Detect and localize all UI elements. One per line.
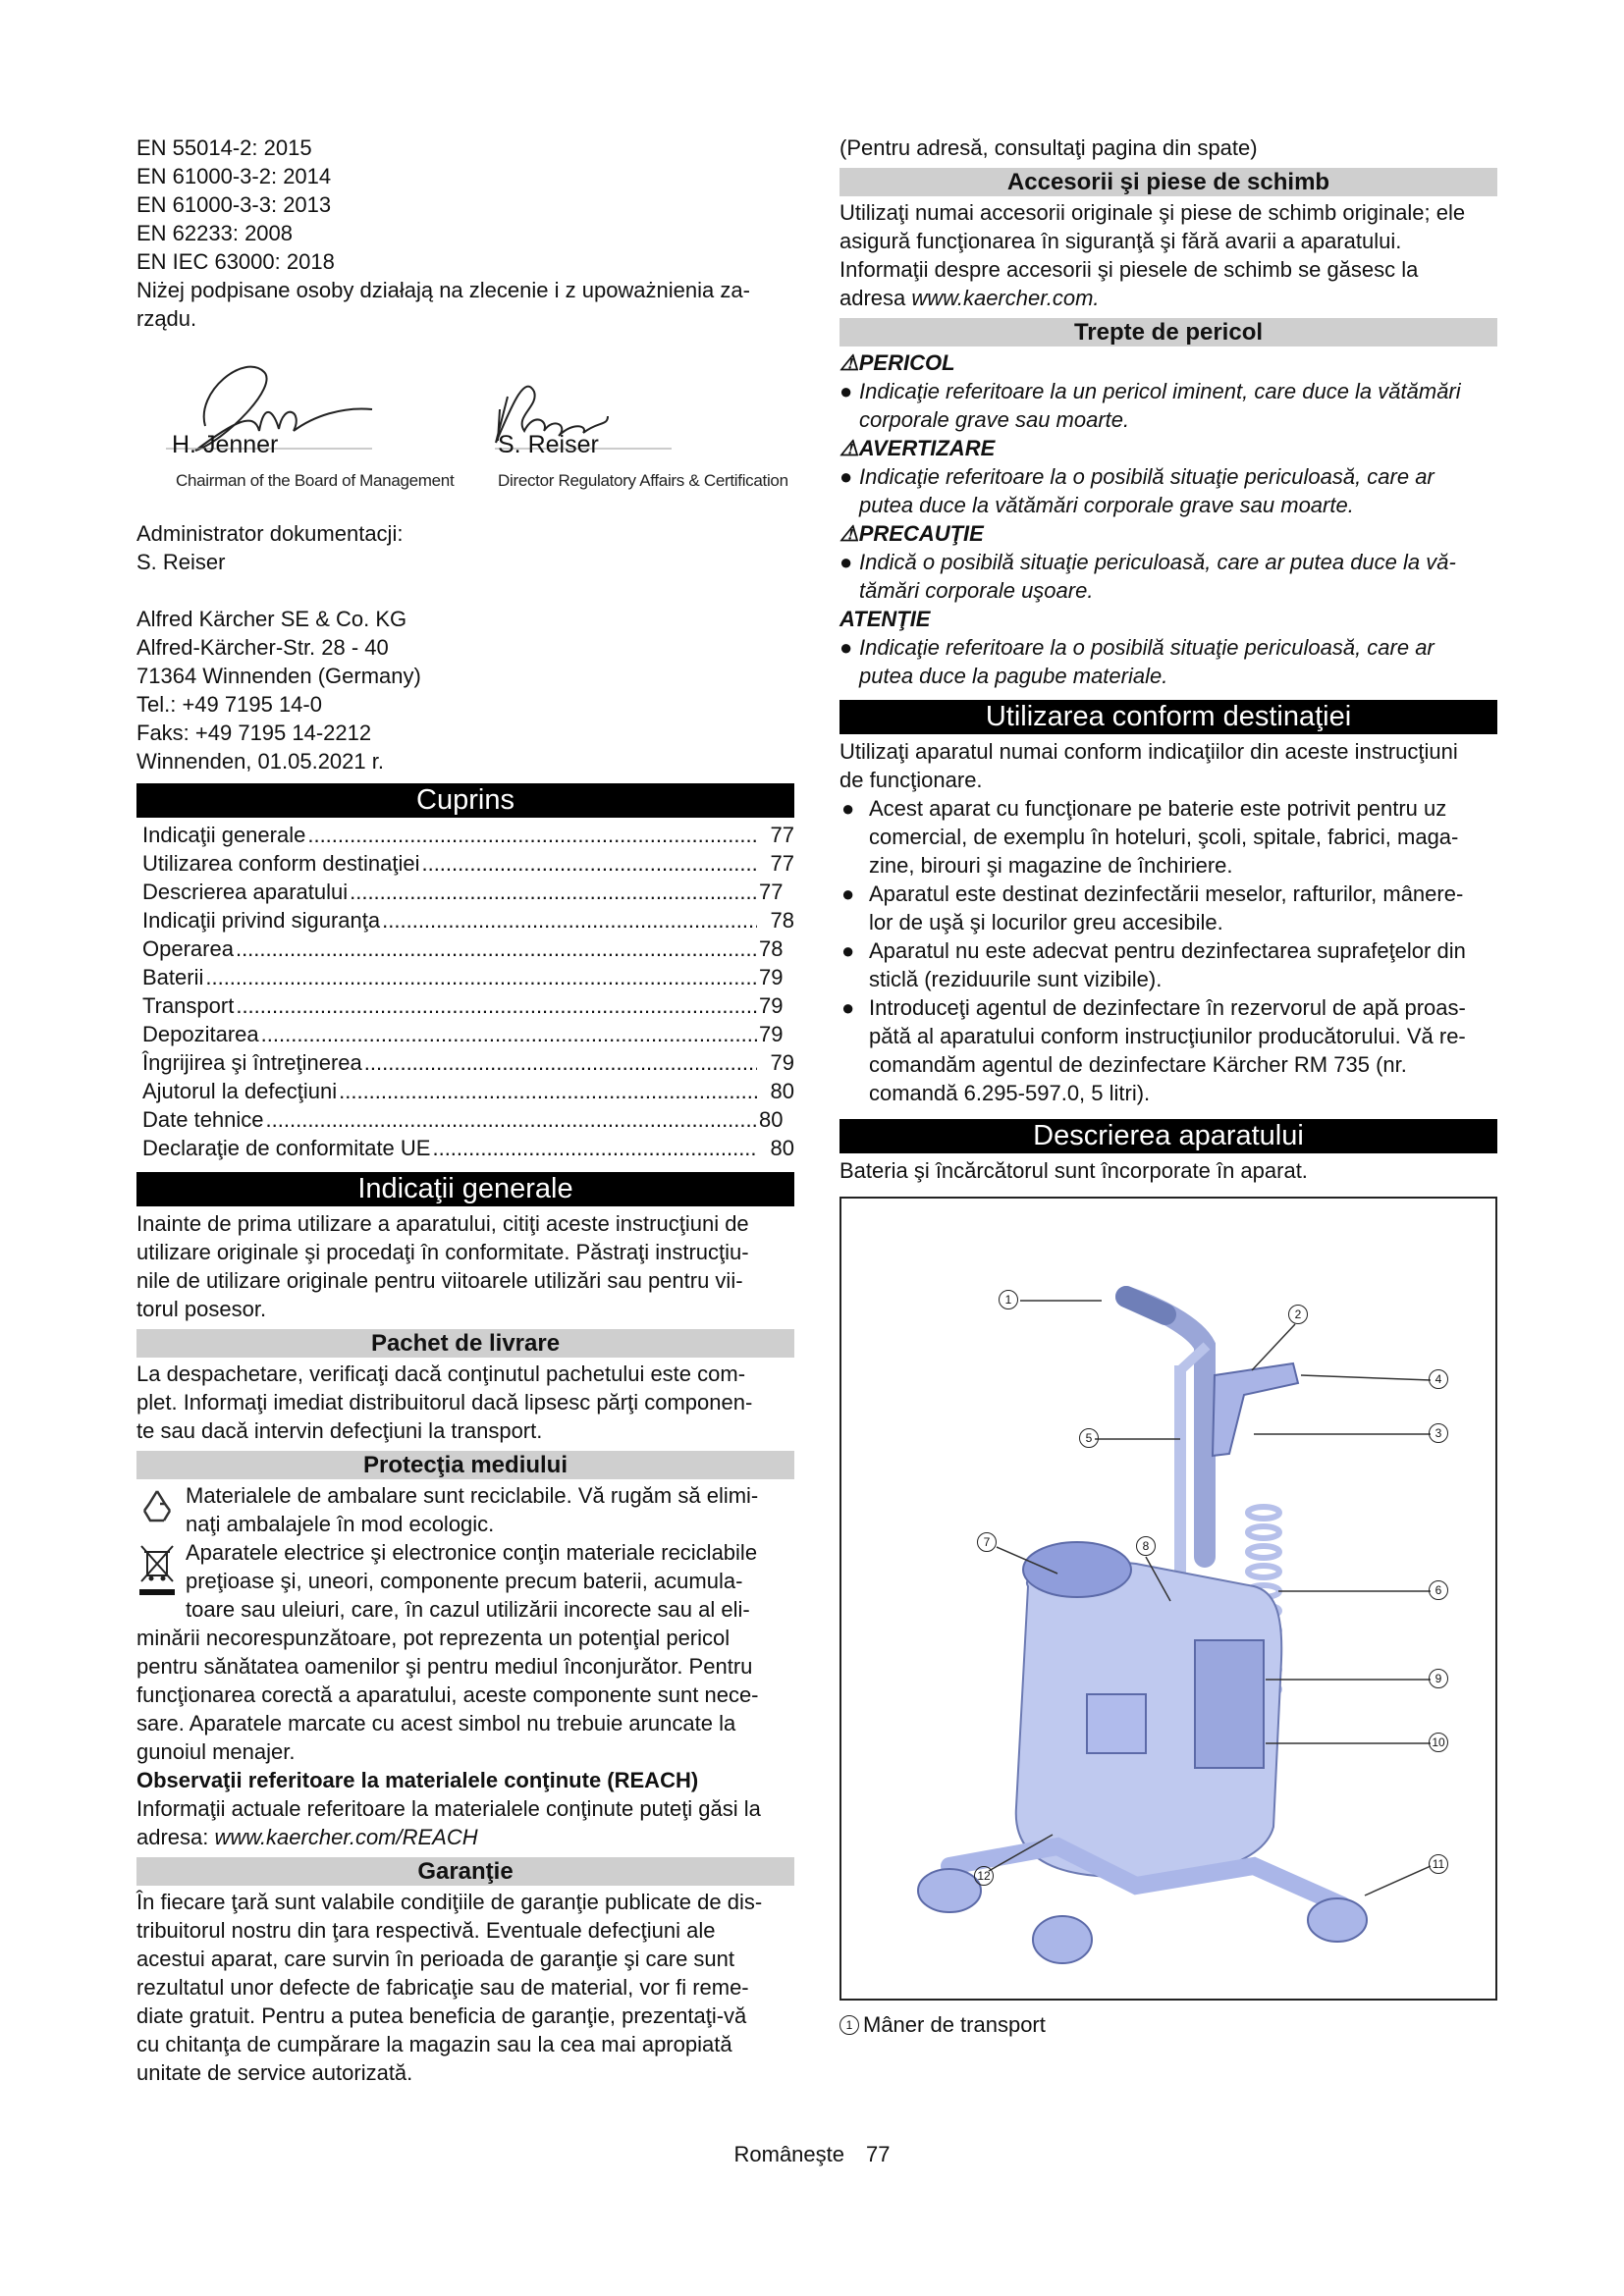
toc-item[interactable] <box>136 849 794 878</box>
standards-list <box>136 133 794 276</box>
toc-item[interactable] <box>136 1020 794 1048</box>
text-line: Acest aparat cu funcţionare pe baterie este potrivit pentru uz <box>869 796 1447 821</box>
text-line: Indicaţie referitoare la o posibilă situaţie periculoasă, care ar <box>859 635 1435 660</box>
text-line: sticlă (reziduurile sunt vizibile). <box>869 967 1163 991</box>
toc-dots <box>364 1048 757 1077</box>
text-line: Informaţii despre accesorii şi piesele de schimb se găsesc la <box>839 257 1419 282</box>
text-line: Winnenden, 01.05.2021 r. <box>136 749 384 774</box>
text-line: plet. Informaţi imediat distribuitorul dacă lipsesc părţi componen- <box>136 1390 753 1415</box>
toc-item[interactable] <box>136 1077 794 1105</box>
caution-text <box>839 548 1497 605</box>
toc-label: Ajutorul la defecţiuni <box>142 1079 338 1103</box>
admin-block <box>136 519 794 576</box>
carry-handle <box>1126 1297 1205 1557</box>
kaercher-link[interactable]: www.kaercher.com. <box>911 286 1100 310</box>
warning-text <box>839 462 1497 519</box>
text-line: putea duce la vătămări corporale grave sau moarte. <box>859 493 1354 517</box>
text-line: Aparatul este destinat dezinfectării meselor, rafturilor, mânere- <box>869 881 1464 906</box>
toc-item[interactable] <box>136 934 794 963</box>
list-item <box>839 880 1497 936</box>
text-line: Indicaţie referitoare la o posibilă situaţie periculoasă, care ar <box>859 464 1435 489</box>
toc-item[interactable] <box>136 1048 794 1077</box>
hazard-heading: Trepte de pericol <box>839 318 1497 347</box>
company-address <box>136 605 794 775</box>
text-line: tămări corporale uşoare. <box>859 578 1094 603</box>
text-line: utilizare originale şi procedaţi în conformitate. Păstraţi instrucţiu- <box>136 1240 749 1264</box>
toc-item[interactable] <box>136 963 794 991</box>
text-line: Administrator dokumentacji: <box>136 521 404 546</box>
bullet-icon: ● <box>841 881 855 906</box>
general-heading: Indicaţii generale <box>136 1172 794 1206</box>
wheel <box>1033 1916 1092 1963</box>
text-line: te sau dacă intervin defecţiuni la transport. <box>136 1418 543 1443</box>
toc-item[interactable] <box>136 906 794 934</box>
hazard-levels <box>839 348 1497 690</box>
standard: EN IEC 63000: 2018 <box>136 249 335 274</box>
page-number: 77 <box>866 2142 891 2166</box>
signatories-intro <box>136 276 794 333</box>
figure-caption <box>839 2010 1497 2039</box>
text-fragment: adresa: <box>136 1825 215 1849</box>
bullet-icon: ● <box>839 379 853 403</box>
caption-text: Mâner de transport <box>863 2012 1046 2037</box>
text-line: sare. Aparatele marcate cu acest simbol nu trebuie aruncate la <box>136 1711 736 1735</box>
toc-label: Declaraţie de conformitate UE <box>142 1136 431 1160</box>
text-line: 71364 Winnenden (Germany) <box>136 664 421 688</box>
toc-dots <box>205 963 757 991</box>
toc-label: Utilizarea conform destinaţiei <box>142 851 420 876</box>
callout-12: 12 <box>974 1866 994 1886</box>
text-line: acestui aparat, care survin în perioada de garanţie şi care sunt <box>136 1947 735 1971</box>
caption-number: 1 <box>839 2015 859 2035</box>
text-line: zine, birouri şi magazine de închiriere. <box>869 853 1233 878</box>
toc-label: Date tehnice <box>142 1107 264 1132</box>
toc-dots <box>236 934 757 963</box>
callout-3: 5 <box>1079 1428 1099 1448</box>
text-line: Indică o posibilă situaţie periculoasă, care ar putea duce la vă- <box>859 550 1456 574</box>
wheel <box>1308 1898 1367 1942</box>
text-line: rezultatul unor defecte de fabricaţie sau de material, vor fi reme- <box>136 1975 749 2000</box>
general-text <box>136 1209 794 1323</box>
device-illustration <box>841 1199 1495 1995</box>
toc-item[interactable] <box>136 821 794 849</box>
description-heading: Descrierea aparatului <box>839 1119 1497 1153</box>
toc-page: 79 <box>759 993 784 1018</box>
toc-page: 80 <box>759 1107 784 1132</box>
toc-label: Indicaţii generale <box>142 823 306 847</box>
toc-page: 79 <box>759 1022 784 1046</box>
toc-label: Depozitarea <box>142 1022 259 1046</box>
toc-dots <box>261 1020 757 1048</box>
intended-use-list <box>839 794 1497 1107</box>
text-line: lor de uşă şi locurilor greu accesibile. <box>869 910 1223 934</box>
text-line: Informaţii actuale referitoare la materialele conţinute puteţi găsi la <box>136 1796 761 1821</box>
toc-label: Baterii <box>142 965 204 989</box>
accessories-text <box>839 198 1497 312</box>
toc-dots <box>339 1077 757 1105</box>
callout-1: 1 <box>999 1290 1018 1309</box>
toc-label: Descrierea aparatului <box>142 880 349 904</box>
bullet-icon: ● <box>841 796 855 821</box>
text-line: corporale grave sau moarte. <box>859 407 1130 432</box>
callout-9: 9 <box>1429 1669 1448 1688</box>
warning-title: ⚠AVERTIZARE <box>839 436 996 460</box>
text-line: gunoiul menajer. <box>136 1739 296 1764</box>
signatory-name-left: H. Jenner <box>172 431 279 458</box>
reach-title: Observaţii referitoare la materialele conţinute (REACH) <box>136 1768 699 1792</box>
toc-label: Transport <box>142 993 235 1018</box>
standard: EN 62233: 2008 <box>136 221 294 245</box>
danger-title: ⚠PERICOL <box>839 350 955 375</box>
spray-gun <box>1213 1363 1298 1456</box>
reach-link[interactable]: www.kaercher.com/REACH <box>214 1825 478 1849</box>
reach-text <box>136 1794 794 1851</box>
wheel <box>918 1869 981 1912</box>
text-line: În fiecare ţară sunt valabile condiţiile de garanţie publicate de dis- <box>136 1890 763 1914</box>
signatory-name-right: S. Reiser <box>498 431 599 458</box>
text-line: Utilizaţi numai accesorii originale şi piese de schimb originale; ele <box>839 200 1466 225</box>
toc-dots <box>350 878 757 906</box>
standard: EN 61000-3-3: 2013 <box>136 192 332 217</box>
callout-11: 11 <box>1429 1854 1448 1874</box>
text-line: comandă 6.295-597.0, 5 litri). <box>869 1081 1151 1105</box>
toc-dots <box>421 849 757 878</box>
callout-5: 3 <box>1429 1423 1448 1443</box>
bullet-icon: ● <box>839 635 853 660</box>
text-line: rządu. <box>136 306 197 331</box>
callout-8: 8 <box>1136 1536 1156 1556</box>
text-line: Aparatele electrice şi electronice conţin materiale reciclabile <box>186 1540 758 1565</box>
toc-dots <box>266 1105 757 1134</box>
text-line: comandăm agentul de dezinfectare Kärcher RM 735 (nr. <box>869 1052 1407 1077</box>
toc-label: Operarea <box>142 936 234 961</box>
toc-page: 78 <box>770 908 794 933</box>
text-fragment: adresa <box>839 286 912 310</box>
toc-label: Îngrijirea şi întreţinerea <box>142 1050 362 1075</box>
text-line: torul posesor. <box>136 1297 267 1321</box>
package-text <box>136 1360 794 1445</box>
description-intro: Bateria şi încărcătorul sunt încorporate în aparat. <box>839 1158 1308 1183</box>
footer-language: Româneşte <box>733 2142 845 2166</box>
text-line: La despachetare, verificaţi dacă conţinutul pachetului este com- <box>136 1362 746 1386</box>
toc-page: 78 <box>759 936 784 961</box>
list-item <box>839 936 1497 993</box>
toc-label: Indicaţii privind siguranţa <box>142 908 381 933</box>
signatures <box>136 333 794 519</box>
signatory-title-right: Director Regulatory Affairs & Certification <box>498 471 788 490</box>
text-line: pătă al aparatului conform instrucţiunilor producătorului. Vă re- <box>869 1024 1466 1048</box>
warranty-heading: Garanţie <box>136 1857 794 1886</box>
text-line: de funcţionare. <box>839 768 983 792</box>
text-line: diate gratuit. Pentru a putea beneficia de garanţie, prezentaţi-vă <box>136 2003 747 2028</box>
signatory-title-left: Chairman of the Board of Management <box>176 471 455 490</box>
warranty-text <box>136 1888 794 2087</box>
toc-page: 79 <box>759 965 784 989</box>
callout-7: 7 <box>977 1532 997 1552</box>
text-line: Faks: +49 7195 14-2212 <box>136 721 372 745</box>
tank-cap <box>1023 1542 1131 1597</box>
text-line: Indicaţie referitoare la un pericol iminent, care duce la vătămări <box>859 379 1461 403</box>
weee-note <box>136 1538 794 1624</box>
recycle-note <box>136 1481 794 1538</box>
text-line: tribuitorul nostru din ţara respectivă. Eventuale defecţiuni ale <box>136 1918 716 1943</box>
table-of-contents <box>136 821 794 1162</box>
crossed-bin-icon <box>136 1542 178 1603</box>
toc-page: 77 <box>770 851 794 876</box>
side-panel <box>1195 1640 1264 1768</box>
address-note: (Pentru adresă, consultaţi pagina din spate) <box>839 135 1258 160</box>
toc-dots <box>382 906 757 934</box>
text-line: Introduceţi agentul de dezinfectare în rezervorul de apă proas- <box>869 995 1466 1020</box>
list-item <box>839 993 1497 1107</box>
recycle-icon <box>136 1485 178 1526</box>
danger-text <box>839 377 1497 434</box>
toc-page: 77 <box>770 823 794 847</box>
callout-4: 4 <box>1429 1369 1448 1389</box>
text-line: asigură funcţionarea în siguranţă şi fără avarii a aparatului. <box>839 229 1402 253</box>
callout-6: 6 <box>1429 1580 1448 1600</box>
text-line: S. Reiser <box>136 550 226 574</box>
list-item <box>839 794 1497 880</box>
intended-use-intro <box>839 737 1497 794</box>
text-line: pentru sănătatea oamenilor şi pentru mediul înconjurător. Pentru <box>136 1654 753 1679</box>
text-line: unitate de service autorizată. <box>136 2060 413 2085</box>
toc-item[interactable] <box>136 1134 794 1162</box>
toc-page: 80 <box>770 1079 794 1103</box>
toc-dots <box>307 821 757 849</box>
toc-page: 80 <box>770 1136 794 1160</box>
bullet-icon: ● <box>841 995 855 1020</box>
right-column <box>839 133 1497 2039</box>
toc-item[interactable] <box>136 991 794 1020</box>
package-heading: Pachet de livrare <box>136 1329 794 1358</box>
text-line: Utilizaţi aparatul numai conform indicaţiilor din aceste instrucţiuni <box>839 739 1458 764</box>
weee-continued <box>136 1624 794 1766</box>
text-line: Alfred-Kärcher-Str. 28 - 40 <box>136 635 389 660</box>
toc-page: 77 <box>759 880 784 904</box>
text-line: Aparatul nu este adecvat pentru dezinfectarea suprafeţelor din <box>869 938 1466 963</box>
text-line: Alfred Kärcher SE & Co. KG <box>136 607 407 631</box>
attention-text <box>839 633 1497 690</box>
environment-heading: Protecţia mediului <box>136 1451 794 1479</box>
intended-use-heading: Utilizarea conform destinaţiei <box>839 700 1497 734</box>
callout-2: 2 <box>1288 1305 1308 1324</box>
display-window <box>1087 1694 1146 1753</box>
toc-dots <box>432 1134 757 1162</box>
text-line: funcţionarea corectă a aparatului, aceste componente sunt nece- <box>136 1682 759 1707</box>
callout-10: 10 <box>1429 1733 1448 1752</box>
toc-dots <box>236 991 757 1020</box>
toc-page: 79 <box>770 1050 794 1075</box>
accessories-heading: Accesorii şi piese de schimb <box>839 168 1497 196</box>
text-line: Tel.: +49 7195 14-0 <box>136 692 322 717</box>
text-line: nile de utilizare originale pentru viitoarele utilizări sau pentru vii- <box>136 1268 743 1293</box>
device-figure <box>839 1197 1497 2001</box>
toc-item[interactable] <box>136 1105 794 1134</box>
bullet-icon: ● <box>839 550 853 574</box>
text-line: Materialele de ambalare sunt reciclabile. Vă rugăm să elimi- <box>186 1483 759 1508</box>
standard: EN 61000-3-2: 2014 <box>136 164 332 188</box>
standard: EN 55014-2: 2015 <box>136 135 312 160</box>
bullet-icon: ● <box>839 464 853 489</box>
text-line: toare sau uleiuri, care, în cazul utilizării incorecte sau al eli- <box>186 1597 750 1622</box>
text-line: preţioase şi, uneori, componente precum baterii, acumula- <box>186 1569 743 1593</box>
attention-title: ATENŢIE <box>839 607 931 631</box>
caution-title: ⚠PRECAUŢIE <box>839 521 984 546</box>
toc-heading: Cuprins <box>136 783 794 818</box>
text-line: naţi ambalajele în mod ecologic. <box>186 1512 495 1536</box>
text-line: minării necorespunzătoare, pot reprezenta un potenţial pericol <box>136 1626 731 1650</box>
text-line: comercial, de exemplu în hoteluri, şcoli, spitale, fabrici, maga- <box>869 825 1459 849</box>
text-line: Niżej podpisane osoby działają na zlecenie i z upoważnienia za- <box>136 278 750 302</box>
text-line: Inainte de prima utilizare a aparatului, citiţi aceste instrucţiuni de <box>136 1211 749 1236</box>
text-line: cu chitanţa de cumpărare la magazin sau la cea mai apropiată <box>136 2032 732 2056</box>
bullet-icon: ● <box>841 938 855 963</box>
left-column <box>136 133 794 2087</box>
text-line: putea duce la pagube materiale. <box>859 664 1168 688</box>
toc-item[interactable] <box>136 878 794 906</box>
page-footer <box>0 2140 1624 2168</box>
